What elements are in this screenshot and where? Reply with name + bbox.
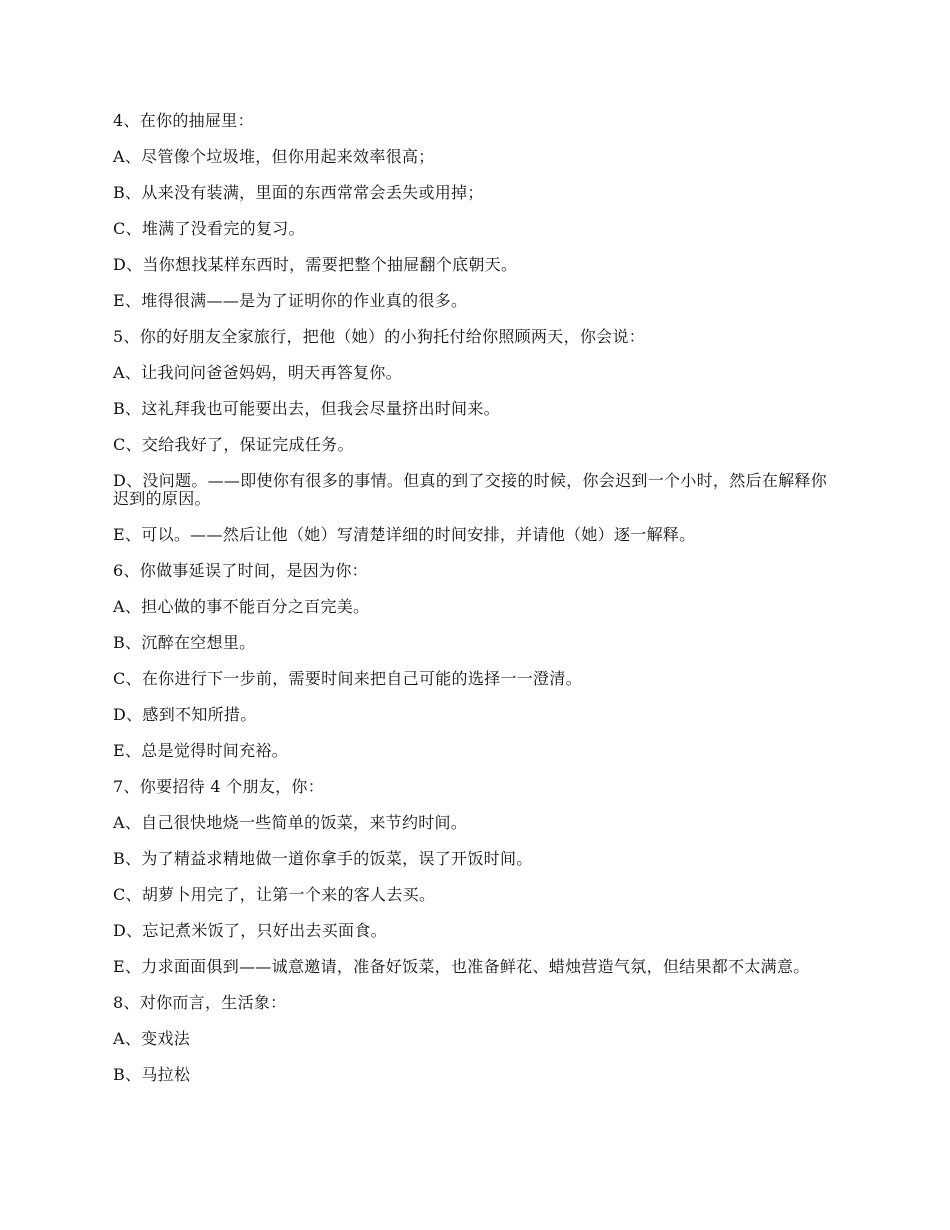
- q5-option-c: C、交给我好了，保证完成任务。: [113, 435, 354, 454]
- q7-option-b: B、为了精益求精地做一道你拿手的饭菜，误了开饭时间。: [113, 849, 533, 868]
- q6-option-e: E、总是觉得时间充裕。: [113, 741, 288, 760]
- q5-option-d: D、没问题。——即使你有很多的事情。但真的到了交接的时候，你会迟到一个小时，然后在解释你迟到的原因。: [113, 471, 828, 508]
- question-5: 5、你的好朋友全家旅行，把他（她）的小狗托付给你照顾两天，你会说：: [113, 327, 646, 346]
- q7-option-c: C、胡萝卜用完了，让第一个来的客人去买。: [113, 885, 436, 904]
- q6-option-b: B、沉醉在空想里。: [113, 633, 256, 652]
- question-8: 8、对你而言，生活象：: [113, 993, 287, 1012]
- q7-option-e: E、力求面面俱到——诚意邀请，准备好饭菜，也准备鲜花、蜡烛营造气氛，但结果都不太满意。: [113, 957, 810, 976]
- q7-option-d: D、忘记煮米饭了，只好出去买面食。: [113, 921, 387, 940]
- q4-option-c: C、堆满了没看完的复习。: [113, 219, 305, 238]
- q4-option-a: A、尽管像个垃圾堆，但你用起来效率很高；: [113, 147, 435, 166]
- q8-option-a: A、变戏法: [113, 1029, 191, 1048]
- question-6: 6、你做事延误了时间，是因为你：: [113, 561, 368, 580]
- q5-option-e: E、可以。——然后让他（她）写清楚详细的时间安排，并请他（她）逐一解释。: [113, 525, 696, 544]
- q5-option-b: B、这礼拜我也可能要出去，但我会尽量挤出时间来。: [113, 399, 500, 418]
- q4-option-e: E、堆得很满——是为了证明你的作业真的很多。: [113, 291, 468, 310]
- question-4: 4、在你的抽屉里：: [113, 111, 254, 130]
- q4-option-d: D、当你想找某样东西时，需要把整个抽屉翻个底朝天。: [113, 255, 518, 274]
- q6-option-a: A、担心做的事不能百分之百完美。: [113, 597, 370, 616]
- q8-option-b: B、马拉松: [113, 1065, 191, 1084]
- question-7: 7、你要招待 4 个朋友，你：: [113, 777, 325, 796]
- q7-option-a: A、自己很快地烧一些简单的饭菜，来节约时间。: [113, 813, 468, 832]
- q5-option-a: A、让我问问爸爸妈妈，明天再答复你。: [113, 363, 402, 382]
- q6-option-d: D、感到不知所措。: [113, 705, 257, 724]
- q4-option-b: B、从来没有装满，里面的东西常常会丢失或用掉；: [113, 183, 484, 202]
- q6-option-c: C、在你进行下一步前，需要时间来把自己可能的选择一一澄清。: [113, 669, 582, 688]
